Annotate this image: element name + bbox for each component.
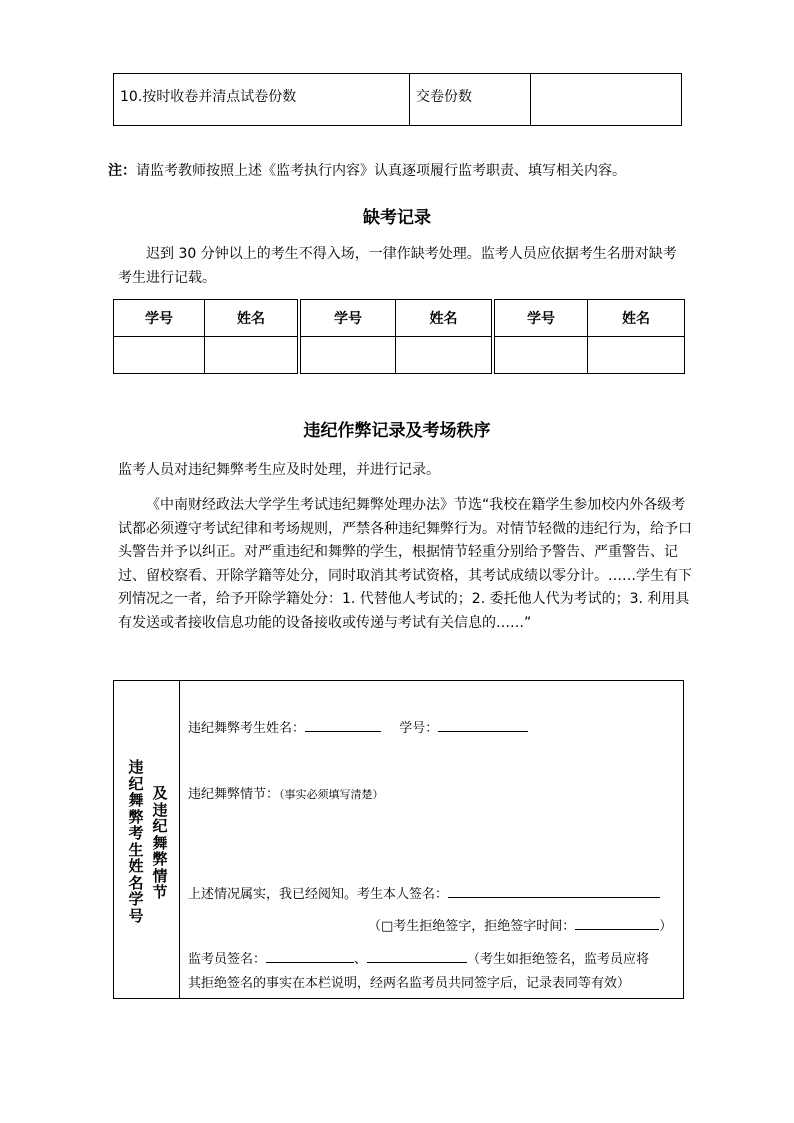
- collection-value-cell[interactable]: [531, 74, 682, 126]
- absence-cell[interactable]: [114, 337, 205, 374]
- details-label: 违纪舞弊情节：: [188, 787, 280, 802]
- note-prefix: 注：: [108, 163, 136, 179]
- id-label: 学号：: [399, 721, 439, 736]
- side-label-student: 违纪舞弊考生姓名学号: [128, 758, 144, 925]
- absence-col-student-id: 学号: [299, 300, 396, 337]
- proctor-note-1: （考生如拒绝签名，监考员应将: [467, 952, 650, 967]
- side-label-details: 及违纪舞弊情节: [152, 784, 168, 901]
- proctor-separator: 、: [354, 952, 368, 967]
- absence-col-student-id: 学号: [114, 300, 205, 337]
- details-line: [188, 783, 384, 802]
- student-signature-input[interactable]: [448, 883, 660, 898]
- violation-title: 违纪作弊记录及考场秩序: [303, 421, 491, 441]
- absence-cell[interactable]: [396, 337, 494, 374]
- refuse-close: ）: [659, 919, 673, 934]
- name-id-line: [188, 717, 528, 736]
- absence-header-row: [114, 300, 685, 337]
- absence-col-name: 姓名: [205, 300, 300, 337]
- absence-description: 迟到 30 分钟以上的考生不得入场，一律作缺考处理。监考人员应依据考生名册对缺考考生进行记载。: [118, 246, 677, 286]
- confirm-line: [188, 883, 660, 902]
- absence-title: 缺考记录: [363, 208, 431, 228]
- absence-col-name: 姓名: [396, 300, 494, 337]
- confirm-text: 上述情况属实，我已经阅知。考生本人签名：: [188, 887, 449, 902]
- violation-record-box: [113, 680, 684, 999]
- absence-cell[interactable]: [299, 337, 396, 374]
- violation-para-2: 《中南财经政法大学学生考试违纪舞弊处理办法》节选“我校在籍学生参加校内外各级考试都必须遵守考试纪律和考场规则，严禁各种违纪舞弊行为。对情节轻微的违纪行为，给予口头警告并予以纠正。对严重违纪和舞弊的学生，根据情节轻重分别给予警告、严重警告、记过、留校察看、开除学籍等处分，同时取消其考试资格，其考试成绩以零分计。……学生有下列情况之一者，给予开除学籍处分：1. 代替他人考试的；2. 委托他人代为考试的；3. 利用具有发送或者接收信息功能的设备接收或传递与考试有关信息的……”: [118, 497, 692, 631]
- absence-col-name: 姓名: [588, 300, 685, 337]
- record-side-labels: [114, 681, 180, 998]
- absence-cell[interactable]: [588, 337, 685, 374]
- name-input[interactable]: [305, 717, 381, 732]
- absence-table: [113, 299, 685, 374]
- table-row: [114, 74, 682, 126]
- proctor-signature-2[interactable]: [367, 948, 467, 963]
- name-label: 违纪舞弊考生姓名：: [188, 721, 306, 736]
- collection-item: 10.按时收卷并清点试卷份数: [114, 74, 410, 126]
- proctor-note-line: 其拒绝签名的事实在本栏说明，经两名监考员共同签字后，记录表同等有效）: [188, 976, 631, 991]
- absence-cell[interactable]: [493, 337, 588, 374]
- id-input[interactable]: [438, 717, 528, 732]
- details-hint: （事实必须填写清楚）: [279, 788, 384, 801]
- note: [108, 160, 626, 180]
- note-text: 请监考教师按照上述《监考执行内容》认真逐项履行监考职责、填写相关内容。: [136, 163, 626, 179]
- refuse-time-input[interactable]: [575, 915, 659, 930]
- refuse-line: [368, 915, 672, 934]
- absence-col-student-id: 学号: [493, 300, 588, 337]
- collection-label: 交卷份数: [410, 74, 531, 126]
- refuse-text: （□考生拒绝签字，拒绝签字时间：: [368, 919, 576, 934]
- violation-para-1: 监考人员对违纪舞弊考生应及时处理，并进行记录。: [118, 462, 440, 478]
- collection-table: [113, 73, 682, 126]
- proctor-label: 监考员签名：: [188, 952, 267, 967]
- absence-entry-row: [114, 337, 685, 374]
- proctor-signature-1[interactable]: [266, 948, 354, 963]
- absence-cell[interactable]: [205, 337, 300, 374]
- proctor-line: [188, 948, 649, 967]
